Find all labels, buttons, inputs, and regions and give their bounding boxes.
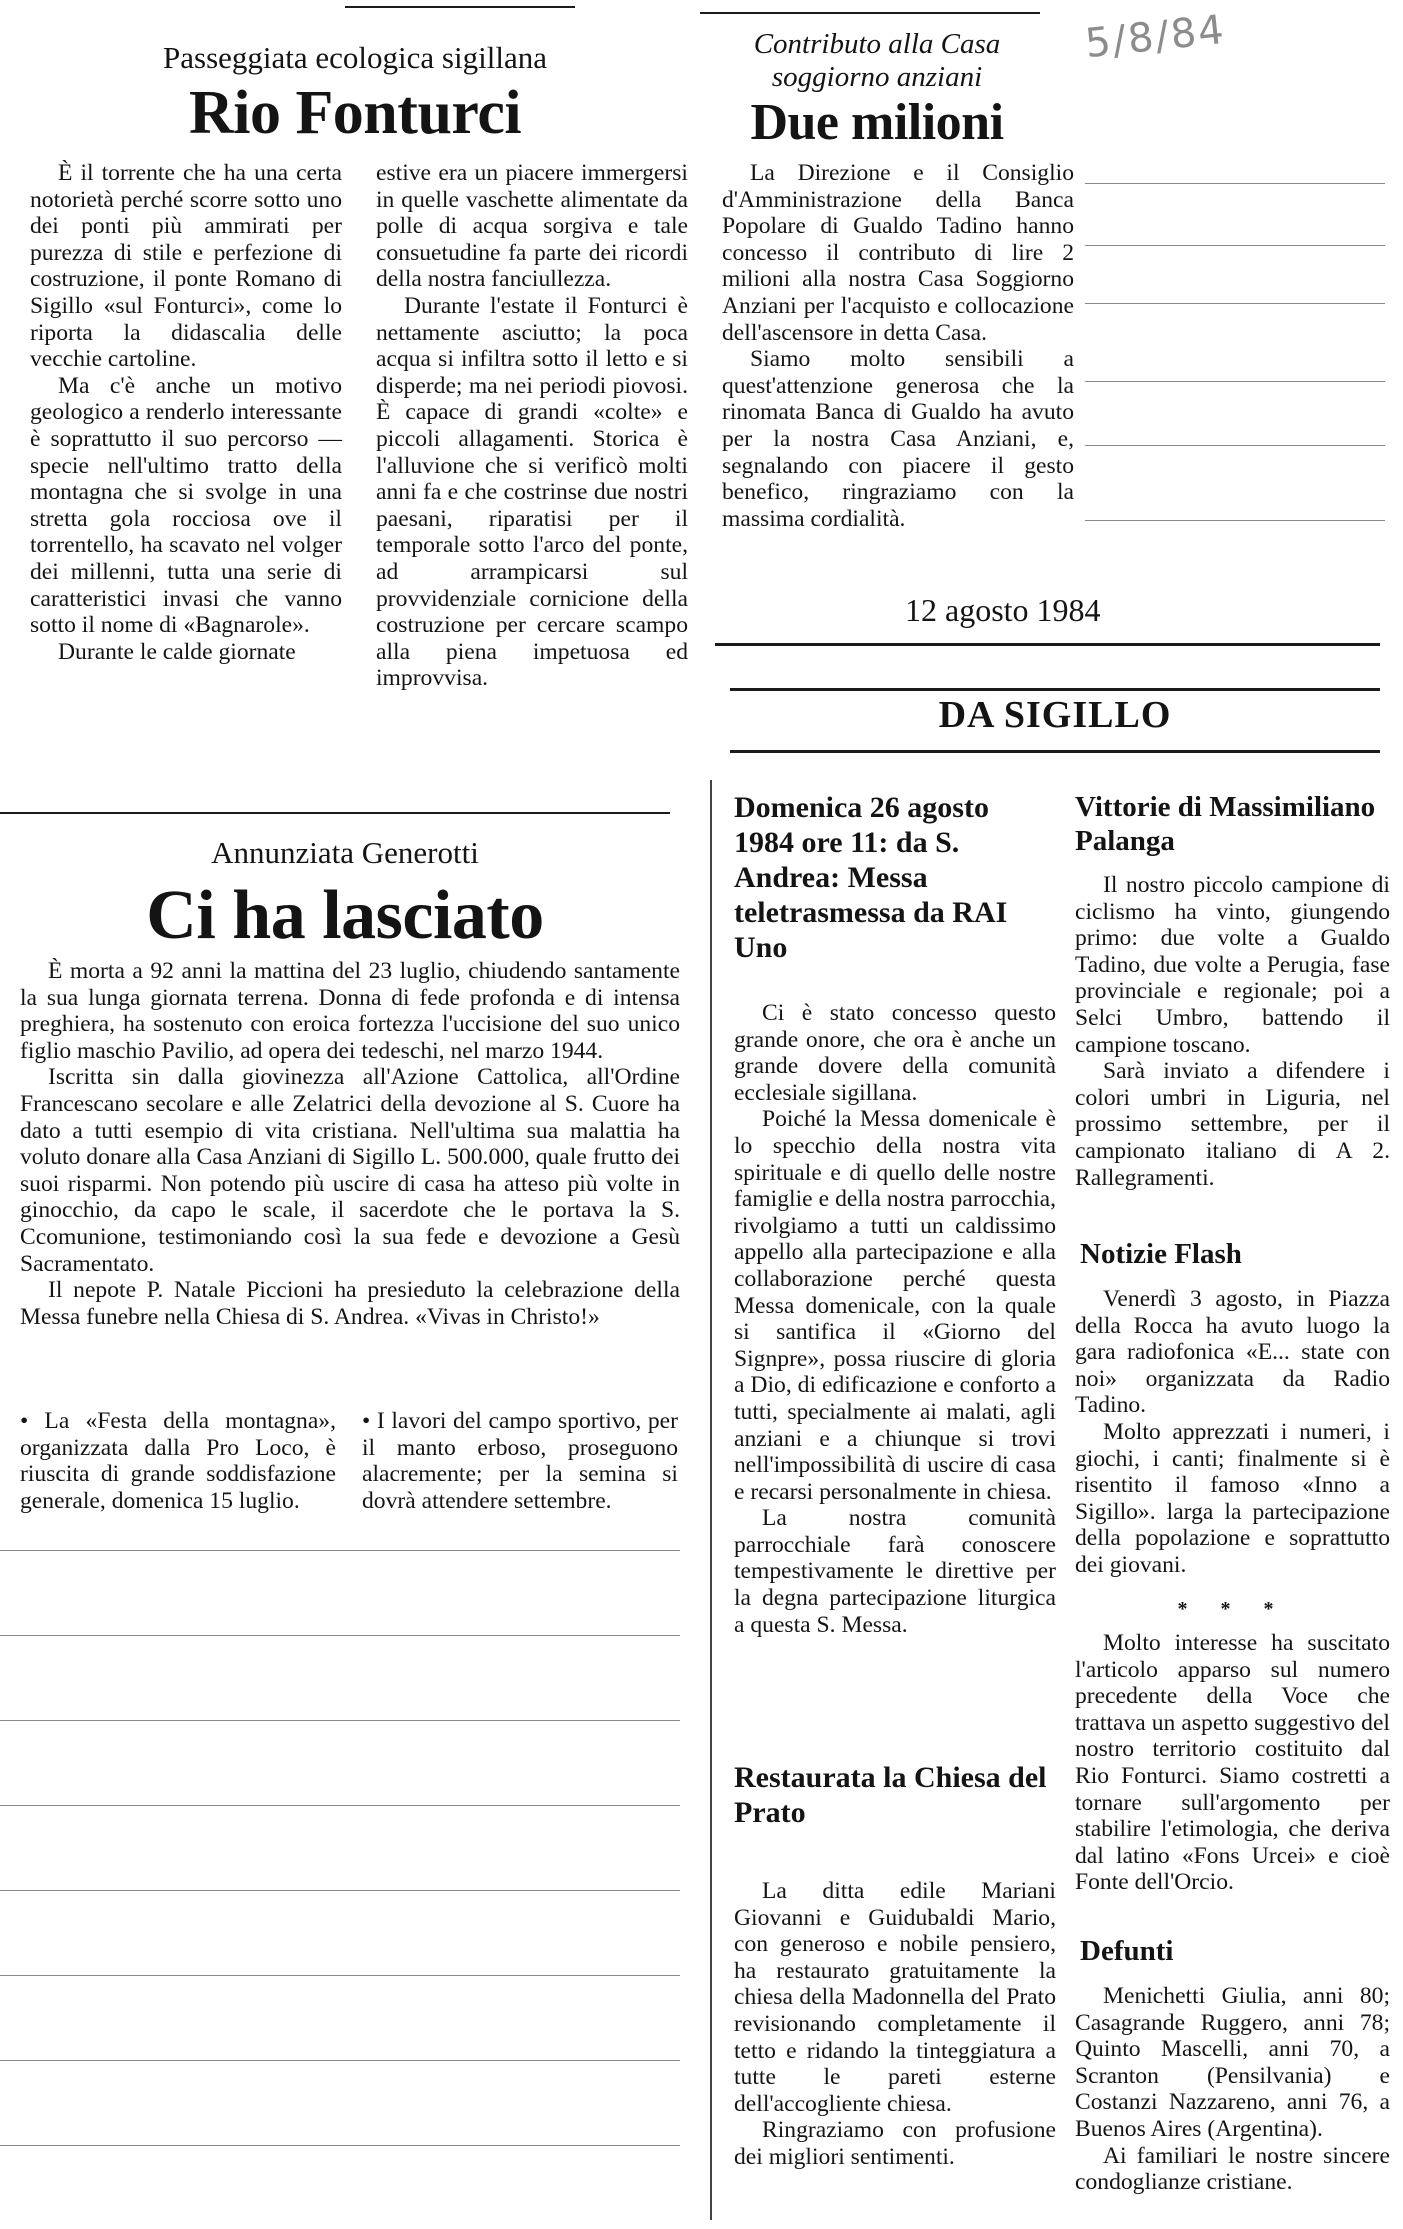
paragraph: Venerdì 3 agosto, in Piazza della Rocca ha avuto luogo la gara radiofonica «E... state con noi» organizzata da Radio Tadino. bbox=[1075, 1286, 1390, 1419]
paragraph: Siamo molto sensibili a quest'attenzione generosa che la rinomata Banca di Gualdo ha avuto per la nostra Casa Anziani, e, segnalando con piacere il gesto benefico, ringraziamo con la massima cordialità. bbox=[722, 346, 1074, 532]
paragraph: La Direzione e il Consiglio d'Amministrazione della Banca Popolare di Gualdo Tadino hanno concesso il contributo di lire 2 milioni alla nostra Casa Soggiorno Anziani per l'acquisto e collocazione dell'ascensore in detta Casa. bbox=[722, 160, 1074, 346]
paragraph: Ma c'è anche un motivo geologico a renderlo interessante è soprattutto il suo percorso — specie nell'ultimo tratto della montagna che si svolge in una stretta gola rocciosa ove il torrentello, ha scavato nel volger dei millenni, tutta una serie di caratteristici invasi che vanno sotto il nome di «Bagnarole». bbox=[30, 372, 342, 639]
paragraph: La ditta edile Mariani Giovanni e Guidubaldi Mario, con generoso e nobile pensiero, ha restaurato gratuitamente la chiesa della Madonnella del Prato revisionando completamente il tetto e ridando la tinteggiatura a tutte le pareti esterne dell'accogliente chiesa. bbox=[734, 1878, 1056, 2117]
paragraph: Molto apprezzati i numeri, i giochi, i canti; finalmente si è risentito il famoso «Inno a Sigillo». larga la partecipazione della popolazione e soprattutto dei giovani. bbox=[1075, 1418, 1390, 1578]
margin-line bbox=[1085, 303, 1385, 304]
article-kicker: Contributo alla Casa soggiorno anziani bbox=[753, 28, 1001, 94]
paragraph: Ci è stato concesso questo grande onore, che ora è anche un grande dovere della comunità ecclesiale sigillana. bbox=[734, 1000, 1056, 1106]
margin-line bbox=[1085, 520, 1385, 521]
handwritten-date: 5/8/84 bbox=[1082, 6, 1228, 68]
margin-line bbox=[1085, 445, 1385, 446]
paragraph: estive era un piacere immergersi in quelle vaschette alimentate da polle di acqua sorgiva e tale consuetudine fa parte dei ricordi della nostra fanciullezza. bbox=[376, 160, 688, 293]
margin-line bbox=[0, 2145, 680, 2146]
top-rule-right bbox=[700, 12, 1040, 14]
column-rule bbox=[710, 780, 712, 2220]
article-title-flash: Notizie Flash bbox=[1080, 1238, 1242, 1270]
article-title: Restaurata la Chiesa del Prato bbox=[734, 1761, 1047, 1829]
article-column-2 bbox=[376, 160, 688, 692]
paragraph: Ringraziamo con profusione dei migliori sentimenti. bbox=[734, 2117, 1056, 2170]
news-item: • I lavori del campo sportivo, per il manto erboso, proseguono alacremente; per la semina si dovrà attendere settembre. bbox=[362, 1408, 678, 1514]
rule-under-date bbox=[715, 643, 1380, 646]
article-body bbox=[722, 160, 1074, 532]
article-body bbox=[734, 1878, 1056, 2171]
margin-line bbox=[1085, 245, 1385, 246]
paragraph: Molto interesse ha suscitato l'articolo apparso sul numero precedente della Voce che trattava un aspetto suggestivo del nostro territorio costituito dal Rio Fonturci. Siamo costretti a tornare sull'argomento per stabilire l'etimologia, che deriva dal latino «Fons Urcei» e cioè Fonte dell'Orcio. bbox=[1075, 1630, 1390, 1896]
article-body bbox=[734, 1000, 1056, 1638]
margin-line bbox=[0, 1550, 680, 1551]
paragraph: Durante l'estate il Fonturci è nettamente asciutto; la poca acqua si infiltra sotto il letto e si disperde; ma nei periodi piovosi. È capace di grandi «colte» e piccoli allagamenti. Storica è l'alluvione che si verificò molti anni fa e che costrinse due nostri paesani, riparatisi per il temporale sotto l'arco del ponte, ad arrampicarsi sul provvidenziale cornicione della costruzione per cercare scampo alla piena impetuosa ed improvvisa. bbox=[376, 292, 688, 692]
article-title-vittorie: Vittorie di Massimiliano Palanga bbox=[1075, 791, 1376, 857]
margin-line bbox=[1085, 381, 1385, 382]
margin-line bbox=[0, 2060, 680, 2061]
article-kicker: Annunziata Generotti bbox=[211, 835, 479, 870]
article-column-1 bbox=[30, 160, 342, 665]
paragraph: Menichetti Giulia, anni 80; Casagrande Ruggero, anni 78; Quinto Mascelli, anni 70, a Scranton (Pensilvania) e Costanzi Nazzareno, anni 76, a Buenos Aires (Argentina). bbox=[1075, 1983, 1390, 2142]
margin-line bbox=[0, 1890, 680, 1891]
article-rule-top bbox=[0, 812, 670, 814]
article-body bbox=[20, 958, 680, 1330]
paragraph: La nostra comunità parrocchiale farà conoscere tempestivamente le direttive per la degna partecipazione liturgica a questa S. Messa. bbox=[734, 1505, 1056, 1638]
margin-line bbox=[0, 1720, 680, 1721]
paragraph: Il nostro piccolo campione di ciclismo ha vinto, giungendo primo: due volte a Gualdo Tadino, due volte a Perugia, fase provinciale e regionale; poi a Selci Umbro, battendo il campione toscano. bbox=[1075, 872, 1390, 1058]
dateline: 12 agosto 1984 bbox=[905, 592, 1101, 628]
paragraph: Sarà inviato a difendere i colori umbri in Liguria, nel prossimo settembre, per il campionato italiano di A 2. Rallegramenti. bbox=[1075, 1058, 1390, 1191]
article-body-flash-2 bbox=[1075, 1630, 1390, 1896]
article-title-defunti: Defunti bbox=[1080, 1935, 1174, 1967]
paragraph: È il torrente che ha una certa notorietà perché scorre sotto uno dei ponti più ammirati per purezza di stile e perfezione di costruzione, il ponte Romano di Sigillo «sul Fonturci», come lo riporta la didascalia delle vecchie cartoline. bbox=[30, 160, 342, 373]
paragraph: Iscritta sin dalla giovinezza all'Azione Cattolica, all'Ordine Francescano secolare e alle Zelatrici della devozione al S. Cuore ha dato a tutti esempio di vita cristiana. Nell'ultima sua malattia ha voluto donare alla Casa Anziani di Sigillo L. 500.000, quale frutto dei suoi risparmi. Non potendo più uscire di casa ha atteso più volte in ginocchio, da capo le scale, il sacerdote che le portava la S. Ccomunione, testimoniando così la sua fede e devozione a Gesù Sacramentato. bbox=[20, 1064, 680, 1277]
article-body-vittorie bbox=[1075, 872, 1390, 1191]
article-title: Domenica 26 agosto 1984 ore 11: da S. Andrea: Messa teletrasmessa da RAI Uno bbox=[734, 791, 1008, 964]
separator-stars: * * * bbox=[1177, 1598, 1288, 1620]
section-title: DA SIGILLO bbox=[938, 694, 1172, 736]
paragraph: Ai familiari le nostre sincere condoglianze cristiane. bbox=[1075, 2142, 1390, 2196]
paragraph: Poiché la Messa domenicale è lo specchio della nostra vita spirituale e di quello delle nostre famiglie e della nostra parrocchia, rivolgiamo a tutti un caldissimo appello alla partecipazione e alla collaborazione perché questa Messa domenicale, con la quale si santifica il «Giorno del Signpre», possa riuscire di gloria a Dio, di edificazione e conforto a tutti, specialmente ai malati, agli anziani e a chiunque si trovi nell'impossibilità di uscire di casa e recarsi personalmente in chiesa. bbox=[734, 1106, 1056, 1505]
article-body-defunti bbox=[1075, 1983, 1390, 2196]
article-title: Due milioni bbox=[750, 94, 1004, 151]
margin-line bbox=[0, 1635, 680, 1636]
margin-line bbox=[0, 1975, 680, 1976]
article-body-flash bbox=[1075, 1286, 1390, 1579]
paragraph: È morta a 92 anni la mattina del 23 luglio, chiudendo santamente la sua lunga giornata terrena. Donna di fede profonda e di intensa preghiera, ha sostenuto con eroica fortezza l'uccisione del suo unico figlio maschio Pavilio, ad opera dei tedeschi, nel marzo 1944. bbox=[20, 958, 680, 1064]
paragraph: Il nepote P. Natale Piccioni ha presieduto la celebrazione della Messa funebre nella Chiesa di S. Andrea. «Vivas in Christo!» bbox=[20, 1277, 680, 1330]
margin-line bbox=[1085, 183, 1385, 184]
article-title: Ci ha lasciato bbox=[146, 877, 544, 954]
article-title: Rio Fonturci bbox=[188, 79, 522, 147]
section-rule-top bbox=[730, 688, 1380, 691]
article-kicker: Passeggiata ecologica sigillana bbox=[163, 40, 547, 75]
section-rule-bottom bbox=[730, 750, 1380, 753]
margin-line bbox=[0, 1805, 680, 1806]
paragraph: Durante le calde giornate bbox=[58, 638, 296, 665]
news-item: • La «Festa della montagna», organizzata dalla Pro Loco, è riuscita di grande soddisfazione generale, domenica 15 luglio. bbox=[20, 1408, 336, 1514]
top-rule-left bbox=[345, 6, 575, 8]
